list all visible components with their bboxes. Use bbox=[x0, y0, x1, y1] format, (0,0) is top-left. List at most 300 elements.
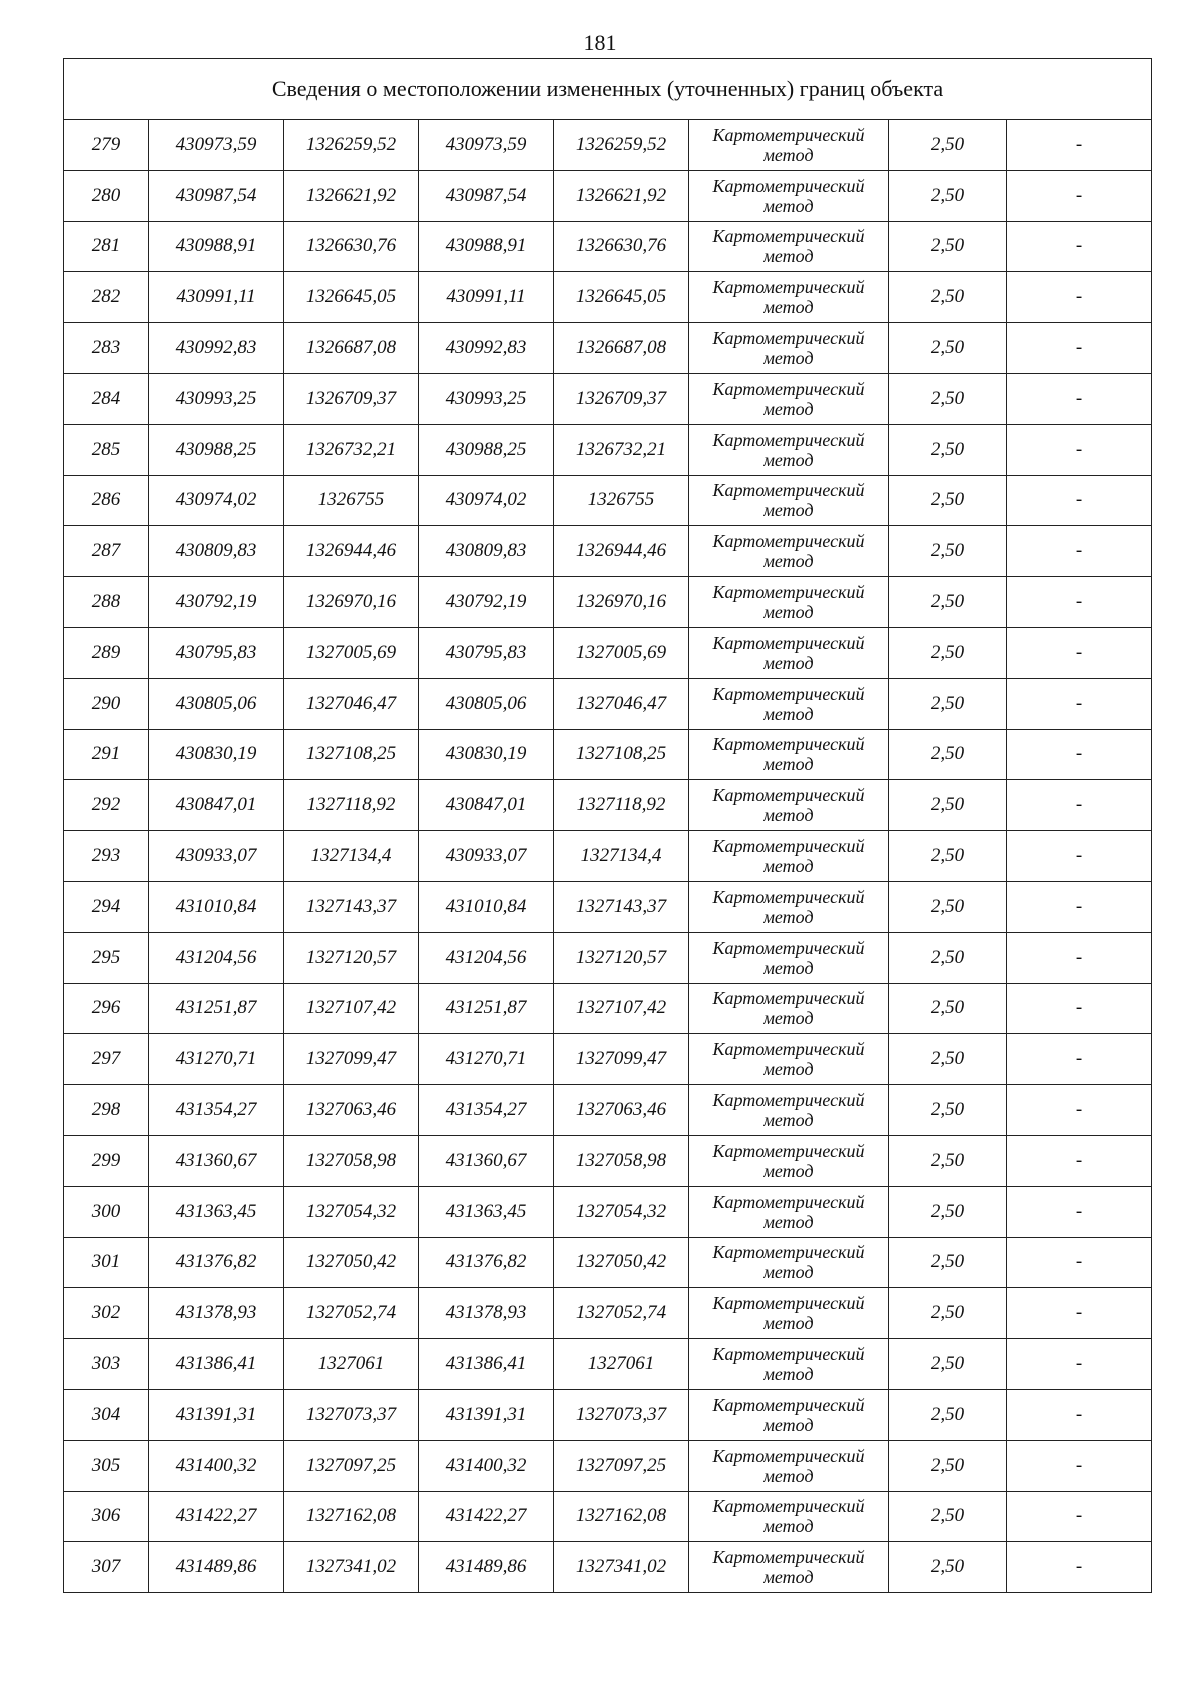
point-number-cell: 301 bbox=[64, 1237, 149, 1288]
method-text-line: Картометрический bbox=[712, 1140, 865, 1161]
accuracy-cell: 2,50 bbox=[889, 120, 1007, 171]
note-cell: - bbox=[1007, 1491, 1152, 1542]
method-text-line: метод bbox=[763, 449, 814, 470]
accuracy-cell: 2,50 bbox=[889, 373, 1007, 424]
table-row bbox=[64, 424, 1152, 475]
existing-y-cell: 1326645,05 bbox=[284, 272, 419, 323]
refined-x-cell: 431378,93 bbox=[419, 1288, 554, 1339]
existing-x-cell: 430830,19 bbox=[149, 729, 284, 780]
existing-x-cell: 430991,11 bbox=[149, 272, 284, 323]
method-cell bbox=[689, 932, 889, 983]
existing-x-cell: 431376,82 bbox=[149, 1237, 284, 1288]
existing-x-cell: 430795,83 bbox=[149, 627, 284, 678]
method-text-line: метод bbox=[763, 856, 814, 877]
method-cell bbox=[689, 424, 889, 475]
existing-x-cell: 430933,07 bbox=[149, 831, 284, 882]
method-text-line: Картометрический bbox=[712, 226, 865, 247]
accuracy-cell: 2,50 bbox=[889, 577, 1007, 628]
existing-y-cell: 1327046,47 bbox=[284, 678, 419, 729]
note-cell: - bbox=[1007, 1237, 1152, 1288]
existing-y-cell: 1326970,16 bbox=[284, 577, 419, 628]
refined-x-cell: 430847,01 bbox=[419, 780, 554, 831]
method-cell bbox=[689, 627, 889, 678]
method-text-line: метод bbox=[763, 957, 814, 978]
table-row bbox=[64, 627, 1152, 678]
refined-x-cell: 430809,83 bbox=[419, 526, 554, 577]
method-text-line: метод bbox=[763, 551, 814, 572]
table-row bbox=[64, 1491, 1152, 1542]
existing-x-cell: 431489,86 bbox=[149, 1542, 284, 1593]
method-text-line: Картометрический bbox=[712, 1394, 865, 1415]
table-row bbox=[64, 932, 1152, 983]
table-title: Сведения о местоположении измененных (уточненных) границ объекта bbox=[64, 59, 1152, 120]
method-cell bbox=[689, 678, 889, 729]
method-text-line: метод bbox=[763, 906, 814, 927]
note-cell: - bbox=[1007, 526, 1152, 577]
accuracy-cell: 2,50 bbox=[889, 170, 1007, 221]
note-cell: - bbox=[1007, 1389, 1152, 1440]
existing-y-cell: 1326709,37 bbox=[284, 373, 419, 424]
method-text-line: Картометрический bbox=[712, 988, 865, 1009]
method-text-line: Картометрический bbox=[712, 734, 865, 755]
accuracy-cell: 2,50 bbox=[889, 1034, 1007, 1085]
method-text-line: Картометрический bbox=[712, 429, 865, 450]
existing-y-cell: 1327341,02 bbox=[284, 1542, 419, 1593]
method-text-line: метод bbox=[763, 602, 814, 623]
refined-y-cell: 1326645,05 bbox=[554, 272, 689, 323]
note-cell: - bbox=[1007, 1085, 1152, 1136]
note-cell: - bbox=[1007, 373, 1152, 424]
existing-y-cell: 1327107,42 bbox=[284, 983, 419, 1034]
method-cell bbox=[689, 170, 889, 221]
accuracy-cell: 2,50 bbox=[889, 729, 1007, 780]
existing-x-cell: 431378,93 bbox=[149, 1288, 284, 1339]
existing-y-cell: 1326621,92 bbox=[284, 170, 419, 221]
refined-x-cell: 431386,41 bbox=[419, 1339, 554, 1390]
accuracy-cell: 2,50 bbox=[889, 1440, 1007, 1491]
existing-x-cell: 431363,45 bbox=[149, 1186, 284, 1237]
refined-y-cell: 1326709,37 bbox=[554, 373, 689, 424]
method-text-line: метод bbox=[763, 1465, 814, 1486]
point-number-cell: 300 bbox=[64, 1186, 149, 1237]
existing-x-cell: 431422,27 bbox=[149, 1491, 284, 1542]
refined-y-cell: 1327108,25 bbox=[554, 729, 689, 780]
note-cell: - bbox=[1007, 1034, 1152, 1085]
point-number-cell: 290 bbox=[64, 678, 149, 729]
table-row bbox=[64, 1237, 1152, 1288]
refined-y-cell: 1327107,42 bbox=[554, 983, 689, 1034]
method-cell bbox=[689, 1135, 889, 1186]
refined-x-cell: 431422,27 bbox=[419, 1491, 554, 1542]
refined-x-cell: 431391,31 bbox=[419, 1389, 554, 1440]
method-text-line: метод bbox=[763, 1008, 814, 1029]
method-cell bbox=[689, 881, 889, 932]
existing-y-cell: 1327063,46 bbox=[284, 1085, 419, 1136]
method-text-line: метод bbox=[763, 1262, 814, 1283]
point-number-cell: 299 bbox=[64, 1135, 149, 1186]
method-cell bbox=[689, 1339, 889, 1390]
refined-x-cell: 431400,32 bbox=[419, 1440, 554, 1491]
point-number-cell: 305 bbox=[64, 1440, 149, 1491]
table-row bbox=[64, 831, 1152, 882]
accuracy-cell: 2,50 bbox=[889, 831, 1007, 882]
refined-y-cell: 1327046,47 bbox=[554, 678, 689, 729]
note-cell: - bbox=[1007, 983, 1152, 1034]
method-text-line: метод bbox=[763, 195, 814, 216]
method-text-line: Картометрический bbox=[712, 175, 865, 196]
point-number-cell: 298 bbox=[64, 1085, 149, 1136]
refined-y-cell: 1327143,37 bbox=[554, 881, 689, 932]
point-number-cell: 302 bbox=[64, 1288, 149, 1339]
table-row bbox=[64, 1135, 1152, 1186]
method-text-line: Картометрический bbox=[712, 937, 865, 958]
method-text-line: Картометрический bbox=[712, 1547, 865, 1568]
page-number: 181 bbox=[583, 30, 617, 55]
note-cell: - bbox=[1007, 729, 1152, 780]
refined-x-cell: 430933,07 bbox=[419, 831, 554, 882]
method-text-line: Картометрический bbox=[712, 1242, 865, 1263]
existing-x-cell: 430847,01 bbox=[149, 780, 284, 831]
table-row bbox=[64, 1288, 1152, 1339]
refined-x-cell: 431354,27 bbox=[419, 1085, 554, 1136]
refined-x-cell: 430792,19 bbox=[419, 577, 554, 628]
refined-y-cell: 1327050,42 bbox=[554, 1237, 689, 1288]
accuracy-cell: 2,50 bbox=[889, 1135, 1007, 1186]
refined-y-cell: 1327063,46 bbox=[554, 1085, 689, 1136]
table-title-row bbox=[64, 59, 1152, 120]
method-text-line: метод bbox=[763, 1364, 814, 1385]
refined-y-cell: 1326944,46 bbox=[554, 526, 689, 577]
method-text-line: метод bbox=[763, 1516, 814, 1537]
method-text-line: Картометрический bbox=[712, 886, 865, 907]
table-row bbox=[64, 1339, 1152, 1390]
point-number-cell: 291 bbox=[64, 729, 149, 780]
accuracy-cell: 2,50 bbox=[889, 1389, 1007, 1440]
table-row bbox=[64, 881, 1152, 932]
note-cell: - bbox=[1007, 780, 1152, 831]
refined-x-cell: 431363,45 bbox=[419, 1186, 554, 1237]
existing-y-cell: 1327054,32 bbox=[284, 1186, 419, 1237]
table-row bbox=[64, 729, 1152, 780]
method-text-line: метод bbox=[763, 1567, 814, 1588]
method-text-line: Картометрический bbox=[712, 785, 865, 806]
existing-x-cell: 431400,32 bbox=[149, 1440, 284, 1491]
note-cell: - bbox=[1007, 831, 1152, 882]
existing-y-cell: 1327162,08 bbox=[284, 1491, 419, 1542]
note-cell: - bbox=[1007, 1339, 1152, 1390]
method-cell bbox=[689, 1237, 889, 1288]
method-cell bbox=[689, 272, 889, 323]
point-number-cell: 288 bbox=[64, 577, 149, 628]
method-cell bbox=[689, 729, 889, 780]
method-text-line: метод bbox=[763, 1313, 814, 1334]
existing-x-cell: 430988,91 bbox=[149, 221, 284, 272]
existing-y-cell: 1327143,37 bbox=[284, 881, 419, 932]
table-row bbox=[64, 577, 1152, 628]
accuracy-cell: 2,50 bbox=[889, 881, 1007, 932]
refined-x-cell: 430987,54 bbox=[419, 170, 554, 221]
refined-x-cell: 430991,11 bbox=[419, 272, 554, 323]
existing-y-cell: 1326732,21 bbox=[284, 424, 419, 475]
existing-y-cell: 1326755 bbox=[284, 475, 419, 526]
refined-y-cell: 1327341,02 bbox=[554, 1542, 689, 1593]
method-cell bbox=[689, 221, 889, 272]
method-text-line: метод bbox=[763, 1211, 814, 1232]
method-text-line: Картометрический bbox=[712, 480, 865, 501]
method-text-line: Картометрический bbox=[712, 1039, 865, 1060]
refined-x-cell: 430988,25 bbox=[419, 424, 554, 475]
accuracy-cell: 2,50 bbox=[889, 1491, 1007, 1542]
method-cell bbox=[689, 475, 889, 526]
point-number-cell: 282 bbox=[64, 272, 149, 323]
note-cell: - bbox=[1007, 577, 1152, 628]
accuracy-cell: 2,50 bbox=[889, 1288, 1007, 1339]
refined-x-cell: 430805,06 bbox=[419, 678, 554, 729]
existing-y-cell: 1327058,98 bbox=[284, 1135, 419, 1186]
table-row bbox=[64, 323, 1152, 374]
method-cell bbox=[689, 373, 889, 424]
method-text-line: метод bbox=[763, 246, 814, 267]
method-cell bbox=[689, 1186, 889, 1237]
refined-x-cell: 430993,25 bbox=[419, 373, 554, 424]
existing-y-cell: 1326630,76 bbox=[284, 221, 419, 272]
table-row bbox=[64, 373, 1152, 424]
refined-y-cell: 1326732,21 bbox=[554, 424, 689, 475]
table-row bbox=[64, 475, 1152, 526]
existing-y-cell: 1327108,25 bbox=[284, 729, 419, 780]
method-text-line: метод bbox=[763, 805, 814, 826]
method-text-line: метод bbox=[763, 703, 814, 724]
method-cell bbox=[689, 1542, 889, 1593]
method-cell bbox=[689, 323, 889, 374]
existing-y-cell: 1326259,52 bbox=[284, 120, 419, 171]
refined-y-cell: 1327120,57 bbox=[554, 932, 689, 983]
refined-x-cell: 430795,83 bbox=[419, 627, 554, 678]
refined-x-cell: 431360,67 bbox=[419, 1135, 554, 1186]
method-text-line: метод bbox=[763, 1059, 814, 1080]
note-cell: - bbox=[1007, 424, 1152, 475]
note-cell: - bbox=[1007, 1135, 1152, 1186]
existing-x-cell: 430988,25 bbox=[149, 424, 284, 475]
note-cell: - bbox=[1007, 170, 1152, 221]
refined-y-cell: 1326755 bbox=[554, 475, 689, 526]
accuracy-cell: 2,50 bbox=[889, 678, 1007, 729]
method-text-line: метод bbox=[763, 1160, 814, 1181]
refined-y-cell: 1327162,08 bbox=[554, 1491, 689, 1542]
method-text-line: Картометрический bbox=[712, 378, 865, 399]
table-row bbox=[64, 1034, 1152, 1085]
method-text-line: Картометрический bbox=[712, 632, 865, 653]
point-number-cell: 297 bbox=[64, 1034, 149, 1085]
method-cell bbox=[689, 1491, 889, 1542]
note-cell: - bbox=[1007, 272, 1152, 323]
existing-y-cell: 1326687,08 bbox=[284, 323, 419, 374]
existing-y-cell: 1327097,25 bbox=[284, 1440, 419, 1491]
accuracy-cell: 2,50 bbox=[889, 1085, 1007, 1136]
accuracy-cell: 2,50 bbox=[889, 1542, 1007, 1593]
refined-y-cell: 1327099,47 bbox=[554, 1034, 689, 1085]
method-text-line: Картометрический bbox=[712, 277, 865, 298]
accuracy-cell: 2,50 bbox=[889, 932, 1007, 983]
existing-x-cell: 431386,41 bbox=[149, 1339, 284, 1390]
note-cell: - bbox=[1007, 475, 1152, 526]
refined-y-cell: 1326630,76 bbox=[554, 221, 689, 272]
refined-y-cell: 1326259,52 bbox=[554, 120, 689, 171]
method-cell bbox=[689, 120, 889, 171]
method-text-line: Картометрический bbox=[712, 1293, 865, 1314]
method-text-line: Картометрический bbox=[712, 836, 865, 857]
coordinates-table bbox=[63, 58, 1152, 1593]
method-text-line: метод bbox=[763, 1414, 814, 1435]
table-body bbox=[64, 120, 1152, 1593]
accuracy-cell: 2,50 bbox=[889, 221, 1007, 272]
refined-x-cell: 430974,02 bbox=[419, 475, 554, 526]
note-cell: - bbox=[1007, 881, 1152, 932]
existing-y-cell: 1327050,42 bbox=[284, 1237, 419, 1288]
refined-y-cell: 1327097,25 bbox=[554, 1440, 689, 1491]
existing-y-cell: 1327073,37 bbox=[284, 1389, 419, 1440]
existing-x-cell: 430987,54 bbox=[149, 170, 284, 221]
refined-y-cell: 1327058,98 bbox=[554, 1135, 689, 1186]
refined-x-cell: 431204,56 bbox=[419, 932, 554, 983]
method-text-line: метод bbox=[763, 144, 814, 165]
accuracy-cell: 2,50 bbox=[889, 526, 1007, 577]
point-number-cell: 306 bbox=[64, 1491, 149, 1542]
table-row bbox=[64, 526, 1152, 577]
existing-y-cell: 1327052,74 bbox=[284, 1288, 419, 1339]
method-cell bbox=[689, 780, 889, 831]
point-number-cell: 286 bbox=[64, 475, 149, 526]
point-number-cell: 295 bbox=[64, 932, 149, 983]
accuracy-cell: 2,50 bbox=[889, 272, 1007, 323]
existing-x-cell: 431251,87 bbox=[149, 983, 284, 1034]
method-text-line: Картометрический bbox=[712, 124, 865, 145]
note-cell: - bbox=[1007, 1542, 1152, 1593]
method-cell bbox=[689, 577, 889, 628]
existing-y-cell: 1327099,47 bbox=[284, 1034, 419, 1085]
existing-x-cell: 431204,56 bbox=[149, 932, 284, 983]
method-cell bbox=[689, 1389, 889, 1440]
refined-x-cell: 430988,91 bbox=[419, 221, 554, 272]
existing-x-cell: 431010,84 bbox=[149, 881, 284, 932]
refined-x-cell: 431489,86 bbox=[419, 1542, 554, 1593]
refined-x-cell: 431376,82 bbox=[419, 1237, 554, 1288]
note-cell: - bbox=[1007, 932, 1152, 983]
accuracy-cell: 2,50 bbox=[889, 424, 1007, 475]
point-number-cell: 287 bbox=[64, 526, 149, 577]
method-cell bbox=[689, 1440, 889, 1491]
existing-y-cell: 1327134,4 bbox=[284, 831, 419, 882]
method-text-line: Картометрический bbox=[712, 1090, 865, 1111]
refined-y-cell: 1327054,32 bbox=[554, 1186, 689, 1237]
refined-x-cell: 430992,83 bbox=[419, 323, 554, 374]
refined-x-cell: 430830,19 bbox=[419, 729, 554, 780]
method-text-line: Картометрический bbox=[712, 1191, 865, 1212]
refined-y-cell: 1326621,92 bbox=[554, 170, 689, 221]
method-cell bbox=[689, 526, 889, 577]
existing-x-cell: 430792,19 bbox=[149, 577, 284, 628]
refined-x-cell: 431270,71 bbox=[419, 1034, 554, 1085]
method-text-line: Картометрический bbox=[712, 1445, 865, 1466]
existing-x-cell: 430973,59 bbox=[149, 120, 284, 171]
method-text-line: Картометрический bbox=[712, 328, 865, 349]
table-row bbox=[64, 1085, 1152, 1136]
accuracy-cell: 2,50 bbox=[889, 983, 1007, 1034]
existing-x-cell: 430809,83 bbox=[149, 526, 284, 577]
accuracy-cell: 2,50 bbox=[889, 323, 1007, 374]
refined-y-cell: 1327052,74 bbox=[554, 1288, 689, 1339]
table-row bbox=[64, 221, 1152, 272]
method-cell bbox=[689, 983, 889, 1034]
table-row bbox=[64, 780, 1152, 831]
note-cell: - bbox=[1007, 627, 1152, 678]
refined-y-cell: 1327061 bbox=[554, 1339, 689, 1390]
existing-y-cell: 1326944,46 bbox=[284, 526, 419, 577]
note-cell: - bbox=[1007, 678, 1152, 729]
point-number-cell: 303 bbox=[64, 1339, 149, 1390]
point-number-cell: 307 bbox=[64, 1542, 149, 1593]
existing-x-cell: 431391,31 bbox=[149, 1389, 284, 1440]
accuracy-cell: 2,50 bbox=[889, 627, 1007, 678]
method-text-line: метод bbox=[763, 297, 814, 318]
point-number-cell: 292 bbox=[64, 780, 149, 831]
refined-y-cell: 1327118,92 bbox=[554, 780, 689, 831]
existing-x-cell: 431354,27 bbox=[149, 1085, 284, 1136]
refined-y-cell: 1326970,16 bbox=[554, 577, 689, 628]
method-text-line: метод bbox=[763, 652, 814, 673]
note-cell: - bbox=[1007, 221, 1152, 272]
table-row bbox=[64, 1440, 1152, 1491]
note-cell: - bbox=[1007, 1440, 1152, 1491]
note-cell: - bbox=[1007, 120, 1152, 171]
table-row bbox=[64, 983, 1152, 1034]
point-number-cell: 281 bbox=[64, 221, 149, 272]
point-number-cell: 280 bbox=[64, 170, 149, 221]
method-cell bbox=[689, 1085, 889, 1136]
point-number-cell: 283 bbox=[64, 323, 149, 374]
existing-x-cell: 431270,71 bbox=[149, 1034, 284, 1085]
method-cell bbox=[689, 1288, 889, 1339]
existing-x-cell: 430992,83 bbox=[149, 323, 284, 374]
method-text-line: Картометрический bbox=[712, 683, 865, 704]
refined-y-cell: 1326687,08 bbox=[554, 323, 689, 374]
point-number-cell: 284 bbox=[64, 373, 149, 424]
method-text-line: Картометрический bbox=[712, 1496, 865, 1517]
existing-x-cell: 430993,25 bbox=[149, 373, 284, 424]
point-number-cell: 285 bbox=[64, 424, 149, 475]
method-text-line: метод bbox=[763, 348, 814, 369]
table-row bbox=[64, 1186, 1152, 1237]
note-cell: - bbox=[1007, 1288, 1152, 1339]
method-text-line: метод bbox=[763, 754, 814, 775]
accuracy-cell: 2,50 bbox=[889, 475, 1007, 526]
method-cell bbox=[689, 831, 889, 882]
existing-x-cell: 430805,06 bbox=[149, 678, 284, 729]
refined-y-cell: 1327134,4 bbox=[554, 831, 689, 882]
method-cell bbox=[689, 1034, 889, 1085]
method-text-line: Картометрический bbox=[712, 582, 865, 603]
refined-x-cell: 430973,59 bbox=[419, 120, 554, 171]
refined-x-cell: 431010,84 bbox=[419, 881, 554, 932]
existing-x-cell: 430974,02 bbox=[149, 475, 284, 526]
accuracy-cell: 2,50 bbox=[889, 1237, 1007, 1288]
point-number-cell: 294 bbox=[64, 881, 149, 932]
existing-y-cell: 1327061 bbox=[284, 1339, 419, 1390]
point-number-cell: 293 bbox=[64, 831, 149, 882]
method-text-line: метод bbox=[763, 1110, 814, 1131]
table-row bbox=[64, 120, 1152, 171]
point-number-cell: 304 bbox=[64, 1389, 149, 1440]
